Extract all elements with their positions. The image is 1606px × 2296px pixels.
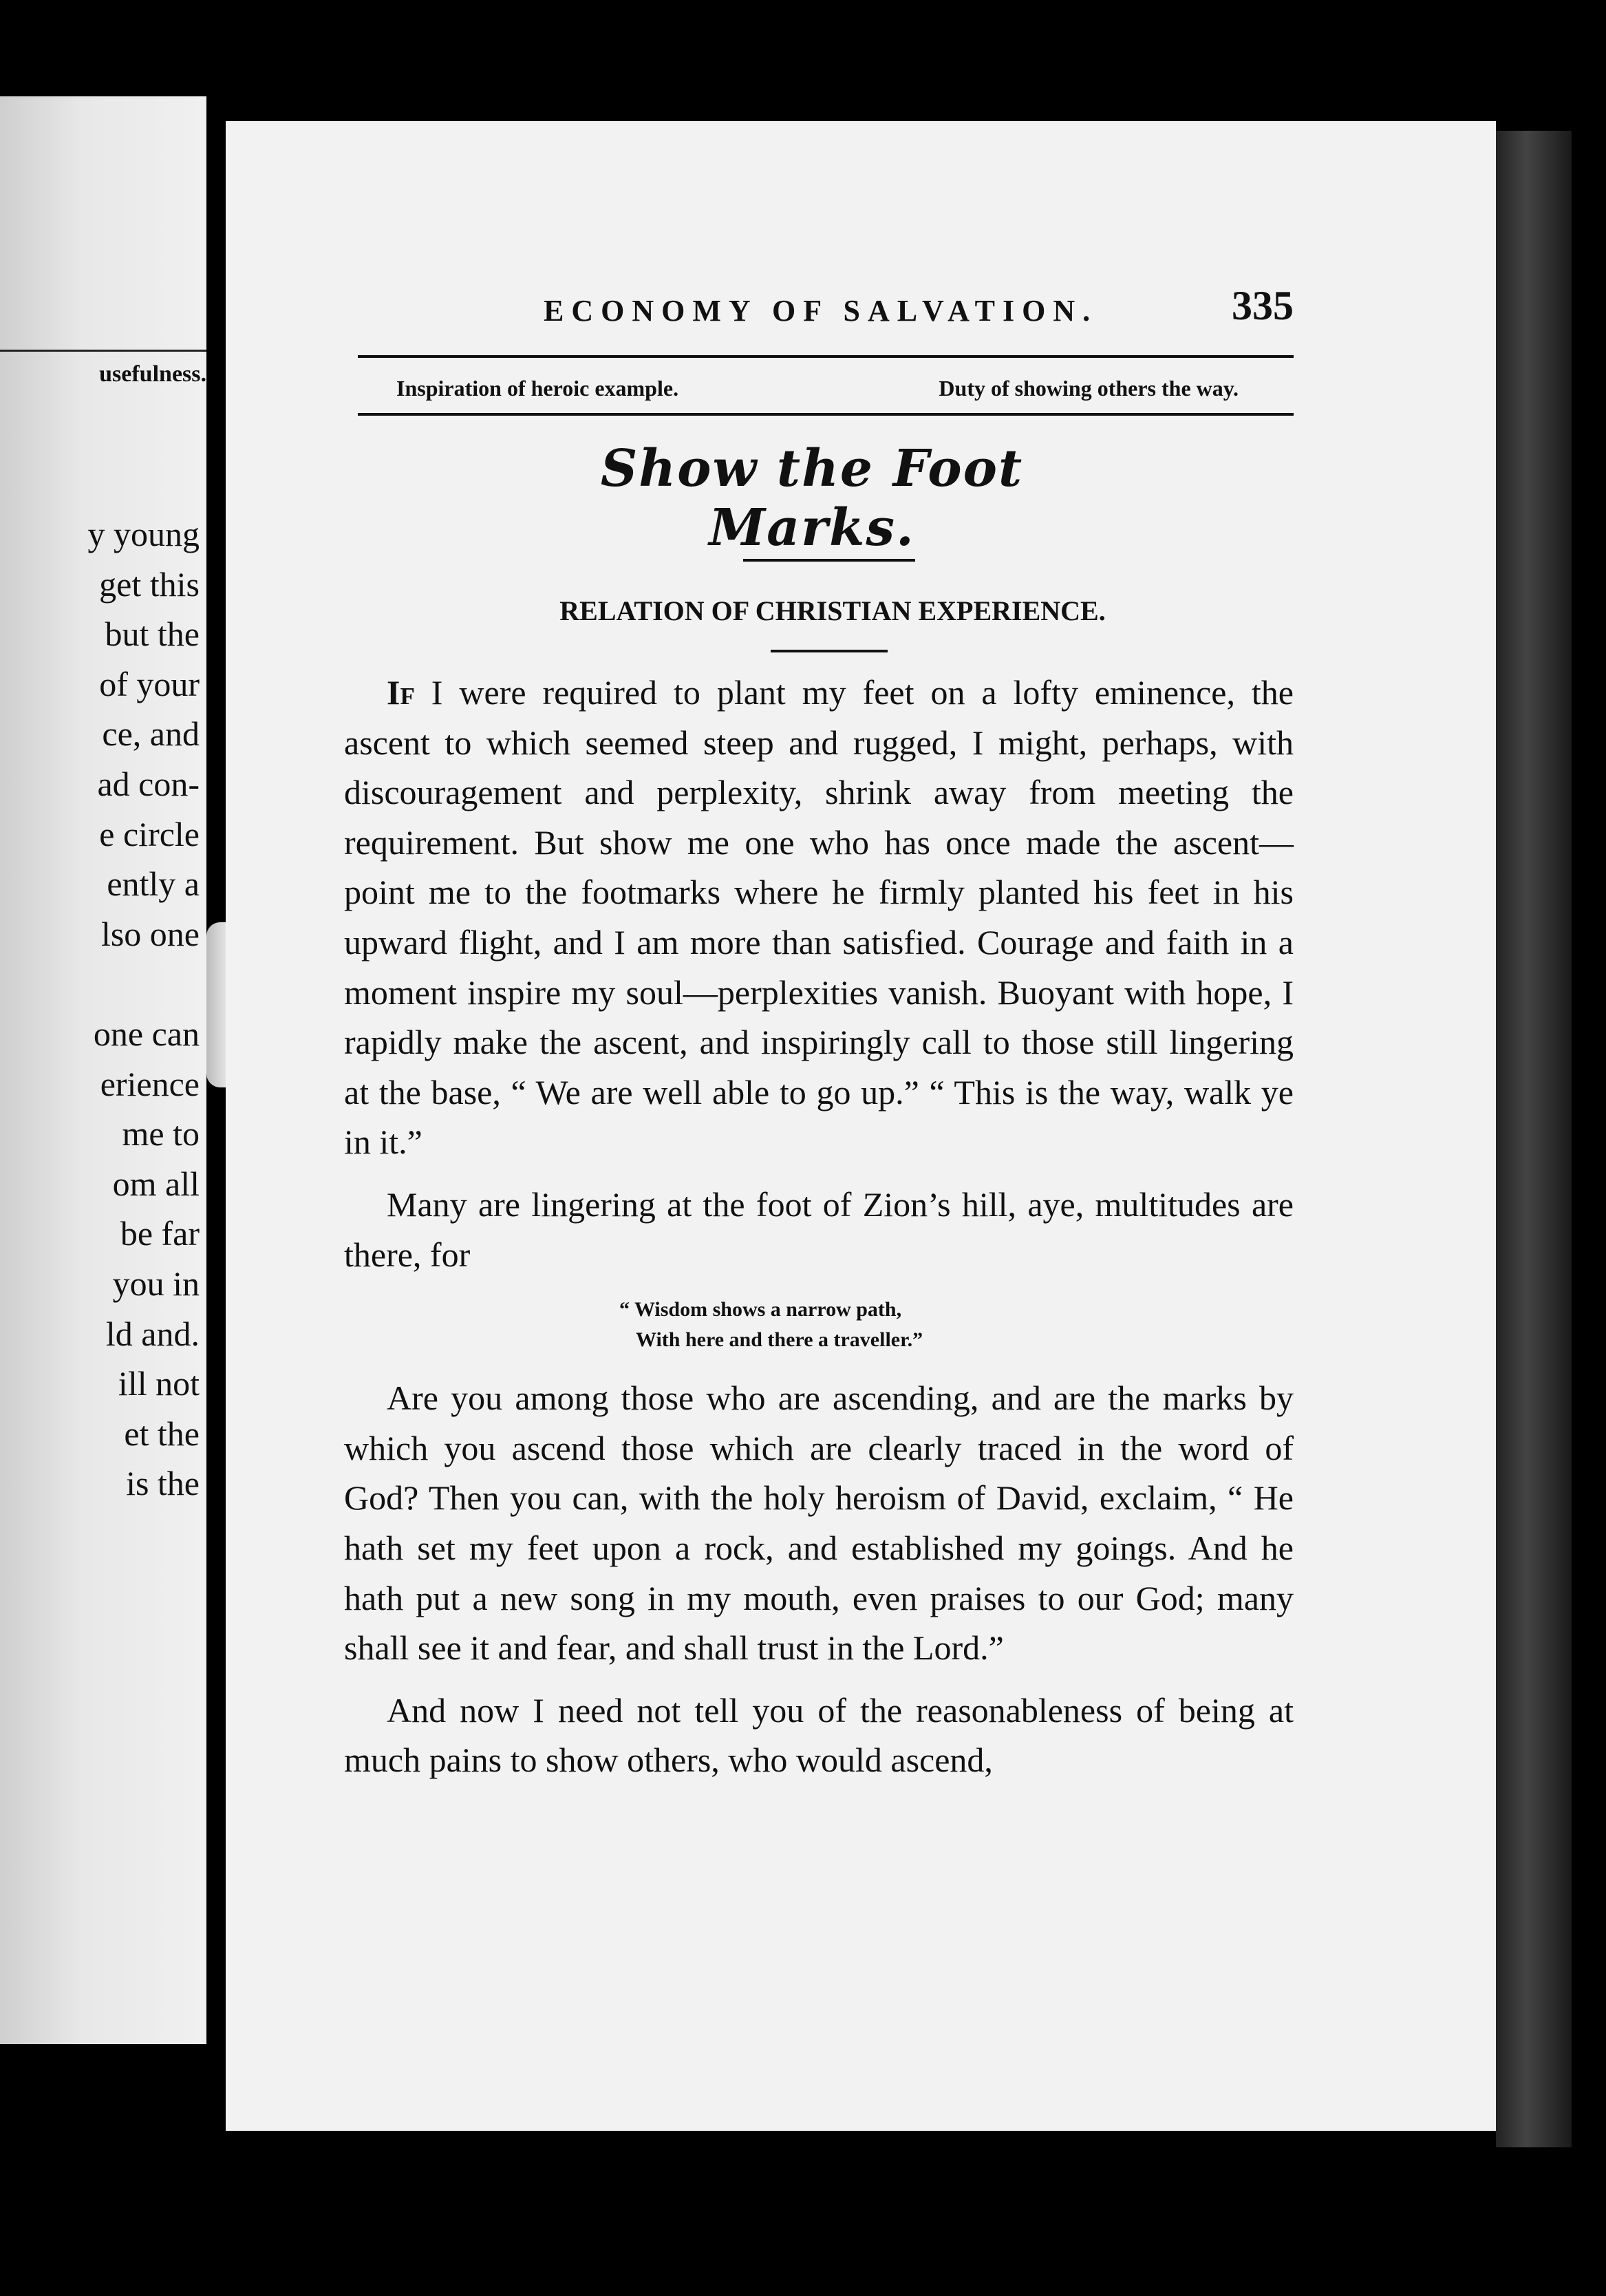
paragraph-2: Many are lingering at the foot of Zion’s hill, aye, multitudes are there, for	[344, 1184, 1294, 1274]
quoted-verse	[344, 1295, 1294, 1355]
left-line: you in	[112, 1264, 200, 1303]
left-line: ad con-	[97, 764, 200, 803]
left-page-text	[0, 509, 200, 1509]
verse-line-2: With here and there a traveller.”	[636, 1328, 923, 1352]
chapter-subtitle: RELATION OF CHRISTIAN EXPERIENCE.	[559, 595, 1106, 626]
left-line: e circle	[99, 814, 200, 853]
left-facing-page	[0, 96, 206, 2044]
book-spine-shadow	[1496, 131, 1572, 2147]
paragraph-3: Are you among those who are ascending, and are the marks by which you ascend those which are clearly traced in the word of God? Then you can, with the holy heroism of David, exclaim, “ He hath set my feet upon a rock, and established my goings. And he hath put a new song in my mouth, even praises to our God; many shall see it and fear, and shall trust in the Lord.”	[344, 1379, 1294, 1668]
left-line: ill not	[118, 1364, 200, 1403]
left-line: be far	[120, 1214, 200, 1253]
running-head-title: ECONOMY OF SALVATION.	[544, 294, 1098, 328]
left-page-header: usefulness.	[0, 350, 206, 387]
left-line: is the	[126, 1464, 200, 1503]
verse-line-1: “ Wisdom shows a narrow path,	[619, 1298, 902, 1321]
chapter-title: Show the Foot Marks.	[600, 439, 1024, 557]
left-line: et the	[124, 1414, 200, 1453]
left-line: me to	[122, 1114, 200, 1154]
initial-word: If	[387, 673, 415, 712]
margin-note-left: Inspiration of heroic example.	[396, 376, 679, 401]
left-line: y young	[87, 515, 200, 553]
subtitle-rule	[771, 650, 888, 652]
paragraph-1	[344, 668, 1294, 1167]
left-line: erience	[100, 1064, 200, 1103]
left-line: ently a	[107, 864, 200, 904]
header-rule-bottom	[358, 413, 1294, 416]
header-rule-top	[358, 355, 1294, 358]
left-line: lso one	[100, 914, 200, 953]
left-line: one can	[93, 1014, 200, 1053]
left-line: ce, and	[102, 714, 200, 754]
paragraph-4: And now I need not tell you of the reasonableness of being at much pains to show others, who would ascend,	[344, 1690, 1294, 1780]
left-line: but the	[105, 615, 200, 654]
paragraph-1-text: I were required to plant my feet on a lofty eminence, the ascent to which seemed steep and rugged, I might, perhaps, with discouragement and perplexity, shrink away from meeting the requirement. But show me one who has once made the ascent—point me to the footmarks where he firmly planted his feet in his upward flight, and I am more than satisfied. Courage and faith in a moment inspire my soul—perplexities vanish. Buoyant with hope, I rapidly make the ascent, and inspiringly call to those still lingering at the base, “ We are well able to go up.” “ This is the way, walk ye in it.”	[344, 673, 1294, 1162]
page-number: 335	[1232, 283, 1294, 328]
left-line: get this	[99, 564, 200, 604]
margin-note-right: Duty of showing others the way.	[939, 376, 1239, 401]
left-line: om all	[112, 1164, 200, 1203]
body-text	[344, 668, 1294, 1785]
left-line: ld and.	[105, 1314, 200, 1353]
left-line: of your	[99, 664, 200, 703]
title-rule	[743, 559, 915, 562]
